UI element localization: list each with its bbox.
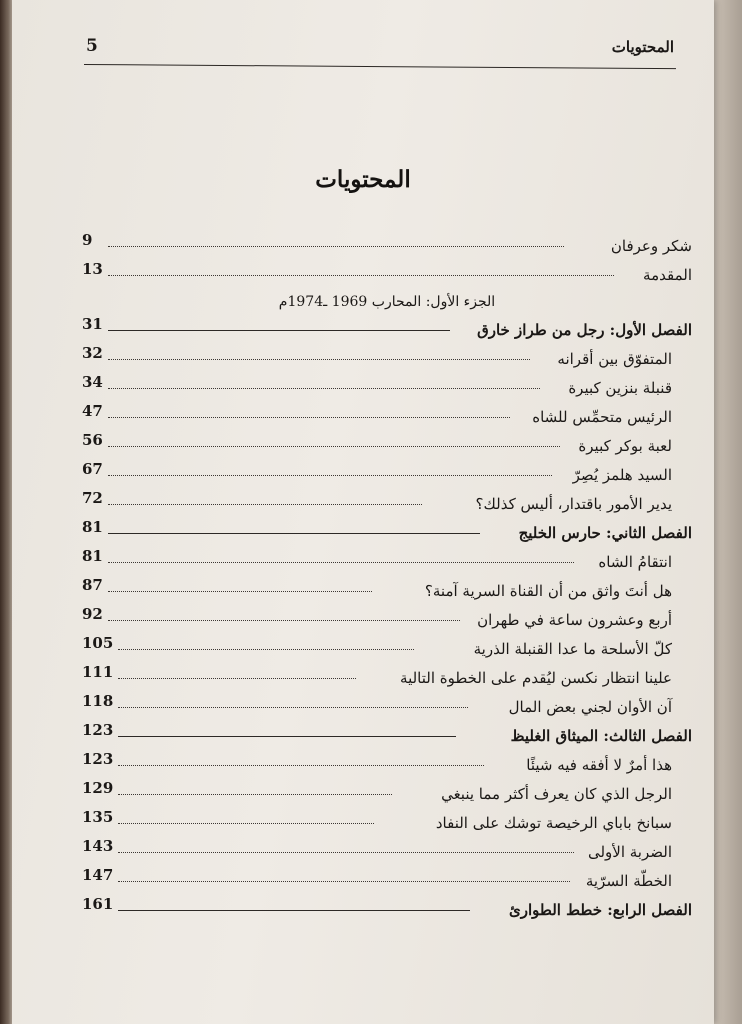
toc-entry-page: 47: [82, 402, 103, 420]
toc-entry: [82, 805, 692, 834]
toc-entry-page: 111: [82, 663, 114, 681]
toc-entry-label: الفصل الرابع: خطط الطوارئ: [509, 901, 692, 919]
dot-leader: [108, 446, 560, 447]
toc-entry: [82, 660, 692, 689]
toc-entry-label: الفصل الثاني: حارس الخليج: [518, 524, 692, 542]
toc-entry: [82, 689, 692, 718]
dot-leader: [118, 852, 574, 853]
dot-leader: [118, 881, 570, 882]
dot-leader: [108, 417, 510, 418]
toc-entry: [82, 747, 692, 776]
toc-entry: [82, 228, 692, 257]
toc-entry-page: 143: [82, 837, 114, 855]
toc-entry: [82, 544, 692, 573]
part-heading-label: الجزء الأول: المحارب 1969 ـ1974م: [278, 294, 496, 310]
toc-entry: [82, 457, 692, 486]
toc-entry: [82, 863, 692, 892]
toc-entry-page: 67: [82, 460, 103, 478]
toc-entry: [82, 257, 692, 286]
dot-leader: [108, 275, 614, 276]
running-header-title: المحتويات: [611, 38, 674, 56]
chapter-entry: [82, 515, 692, 544]
solid-leader: [108, 533, 480, 534]
toc-entry-page: 81: [82, 518, 103, 536]
toc-entry-page: 9: [82, 231, 93, 249]
toc-entry-label: كلّ الأسلحة ما عدا القنبلة الذرية: [473, 640, 672, 658]
dot-leader: [118, 794, 392, 795]
toc-entry: [82, 834, 692, 863]
toc-entry-page: 34: [82, 373, 103, 391]
toc-entry: [82, 341, 692, 370]
toc-entry-page: 13: [82, 260, 103, 278]
toc-entry-label: الرئيس متحمِّس للشاه: [532, 408, 672, 426]
toc-entry-label: آن الأوان لجني بعض المال: [508, 698, 672, 716]
toc-entry-page: 161: [82, 895, 114, 913]
toc-entry-label: المتفوّق بين أقرانه: [557, 350, 672, 368]
toc-entry-page: 31: [82, 315, 103, 333]
dot-leader: [108, 246, 564, 247]
dot-leader: [118, 678, 356, 679]
toc-entry-label: المقدمة: [643, 266, 692, 284]
chapter-entry: [82, 892, 692, 921]
toc-entry-label: الفصل الأول: رجل من طراز خارق: [477, 321, 692, 339]
toc-entry-page: 118: [82, 692, 114, 710]
toc-entry-page: 72: [82, 489, 103, 507]
toc-entry-label: انتقامُ الشاه: [598, 553, 672, 571]
toc-entry-label: لعبة بوكر كبيرة: [578, 437, 672, 455]
toc-entry-page: 105: [82, 634, 114, 652]
toc-title: المحتويات: [315, 166, 411, 193]
toc-entry-label: السيد هلمز يُصِرّ: [572, 466, 672, 484]
toc-entry-label: الخطّة السرّية: [585, 872, 672, 890]
chapter-entry: [82, 312, 692, 341]
dot-leader: [118, 823, 374, 824]
dot-leader: [118, 765, 484, 766]
toc-entry: [82, 602, 692, 631]
toc-entry: [82, 776, 692, 805]
dot-leader: [118, 707, 468, 708]
toc-entry-label: الرجل الذي كان يعرف أكثر مما ينبغي: [441, 785, 672, 803]
toc-entry: [82, 573, 692, 602]
toc-entry-page: 123: [82, 721, 114, 739]
dot-leader: [108, 388, 540, 389]
toc-entry: [82, 428, 692, 457]
toc-entry: [82, 399, 692, 428]
toc-entry-page: 32: [82, 344, 103, 362]
toc-entry-page: 123: [82, 750, 114, 768]
dot-leader: [118, 649, 414, 650]
toc-entry-label: قنبلة بنزين كبيرة: [568, 379, 672, 397]
toc-entry-label: الفصل الثالث: الميثاق الغليظ: [510, 727, 692, 745]
toc-entry-page: 135: [82, 808, 114, 826]
part-heading: [82, 286, 692, 312]
toc-entry: [82, 486, 692, 515]
toc-entry: [82, 631, 692, 660]
dot-leader: [108, 504, 422, 505]
toc-entry-page: 81: [82, 547, 103, 565]
toc-entry-label: شكر وعرفان: [610, 237, 692, 255]
dot-leader: [108, 475, 552, 476]
dot-leader: [108, 591, 372, 592]
toc-entry-page: 56: [82, 431, 103, 449]
chapter-entry: [82, 718, 692, 747]
toc-entry-label: علينا انتظار نكسن ليُقدم على الخطوة التالية: [400, 669, 672, 687]
dot-leader: [108, 359, 530, 360]
solid-leader: [108, 330, 450, 331]
toc-entry-page: 147: [82, 866, 114, 884]
solid-leader: [118, 736, 456, 737]
toc-entry: [82, 370, 692, 399]
solid-leader: [118, 910, 470, 911]
toc-entry-label: يدير الأمور باقتدار، أليس كذلك؟: [475, 495, 672, 513]
table-of-contents: [82, 228, 692, 921]
book-page: [12, 0, 714, 1024]
running-header: [86, 38, 674, 68]
toc-entry-label: هل أنتَ واثق من أن القناة السرية آمنة؟: [424, 582, 672, 600]
toc-entry-page: 92: [82, 605, 103, 623]
toc-entry-label: هذا أمرٌ لا أفقه فيه شيئًا: [526, 756, 672, 774]
toc-entry-label: أربع وعشرون ساعة في طهران: [477, 611, 672, 629]
toc-entry-page: 129: [82, 779, 114, 797]
dot-leader: [108, 620, 460, 621]
toc-entry-label: الضربة الأولى: [587, 843, 672, 861]
dot-leader: [108, 562, 574, 563]
page-number: 5: [86, 36, 98, 56]
toc-entry-label: سبانخ باباي الرخيصة توشك على النفاد: [435, 814, 672, 832]
toc-entry-page: 87: [82, 576, 103, 594]
